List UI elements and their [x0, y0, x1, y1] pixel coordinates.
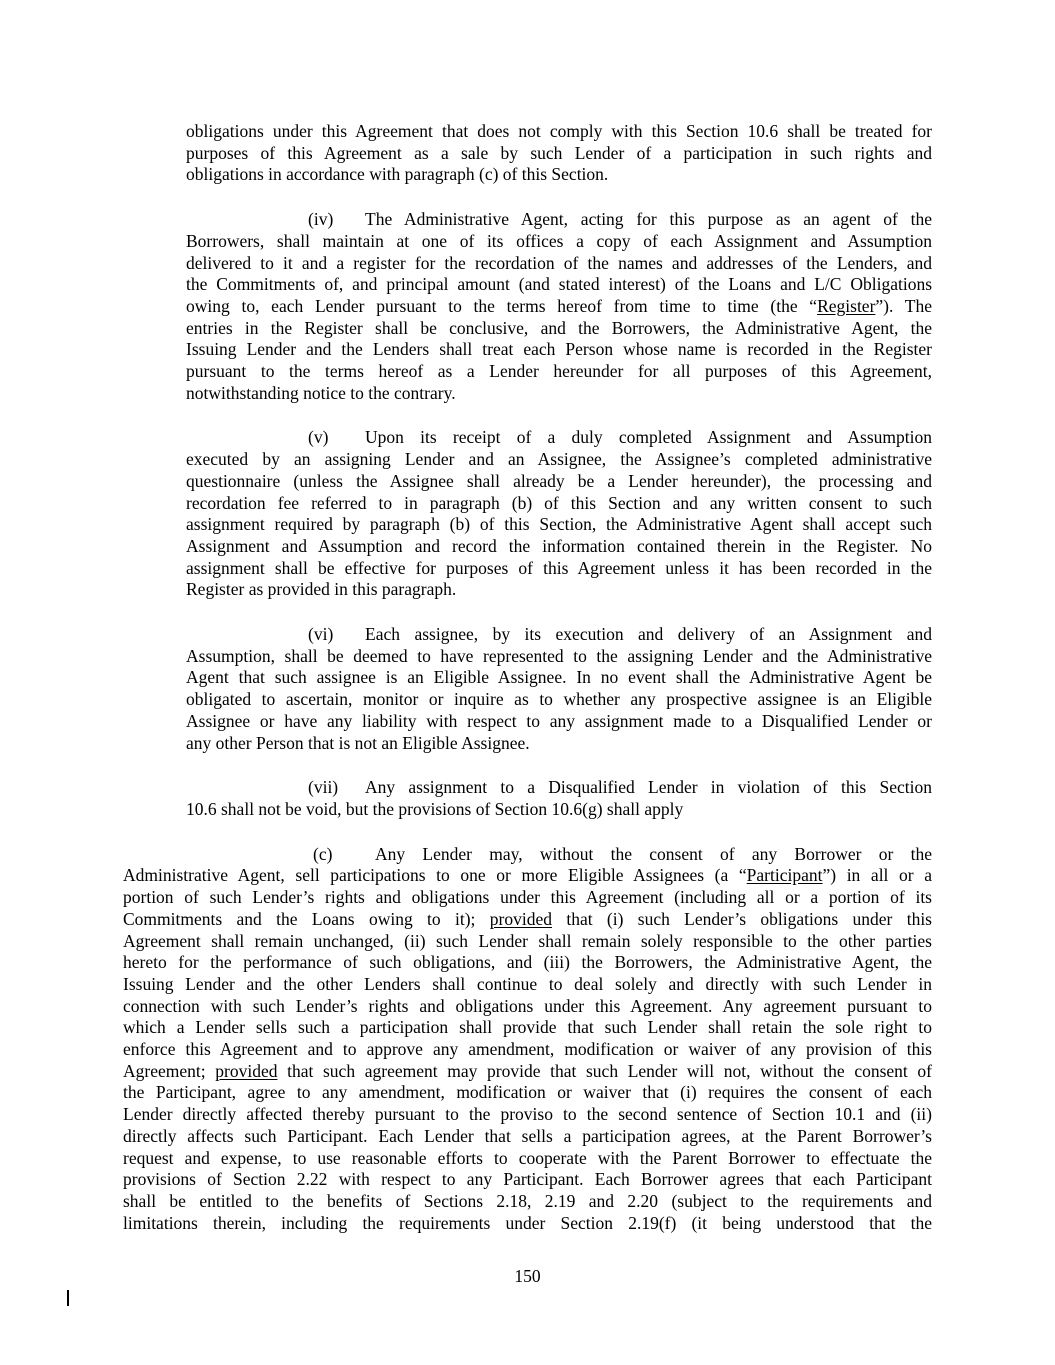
text-segment: shall be entitled to the benefits of Sections 2.18, 2.19 and 2.20 (subject to the requirements and: [123, 1190, 932, 1211]
text-segment: Upon its receipt of a duly completed Assignment and Assumption: [365, 427, 932, 448]
text-segment: Commitments and the Loans owing to it);: [123, 908, 490, 929]
text-segment: Agreement shall remain unchanged, (ii) such Lender shall remain solely responsible to the other parties: [123, 930, 932, 951]
text-segment: executed by an assigning Lender and an Assignee, the Assignee’s completed administrative: [186, 449, 932, 470]
text-line: [186, 253, 932, 275]
paragraph-label: (v): [308, 427, 329, 448]
text-line: [186, 383, 932, 405]
text-segment: questionnaire (unless the Assignee shall already be a Lender hereunder), the processing and: [186, 470, 932, 491]
text-line: [123, 909, 932, 931]
text-line: [123, 931, 932, 953]
text-segment: Lender directly affected thereby pursuant to the proviso to the second sentence of Section 10.1 and (ii): [123, 1104, 932, 1125]
text-segment: provisions of Section 2.22 with respect to any Participant. Each Borrower agrees that each Participant: [123, 1169, 932, 1190]
text-segment: notwithstanding notice to the contrary.: [186, 382, 456, 403]
text-line: [123, 952, 932, 974]
underlined-term: Register: [817, 295, 876, 316]
text-line: [186, 164, 932, 186]
paragraph-label: (vii): [308, 777, 339, 798]
text-line: [123, 1148, 932, 1170]
text-segment: Assignment and Assumption and record the information contained therein in the Register. No: [186, 535, 932, 556]
text-line: [123, 1169, 932, 1191]
text-segment: obligations under this Agreement that does not comply with this Section 10.6 shall be treated for: [186, 121, 932, 141]
text-line: [186, 799, 932, 821]
paragraph-c: [123, 844, 932, 1235]
text-segment: ”). The: [875, 295, 932, 316]
text-line: [123, 996, 932, 1018]
text-segment: directly affects such Participant. Each Lender that sells a participation agrees, at the Parent Borrower’s: [123, 1125, 932, 1146]
text-line: [186, 121, 932, 143]
paragraph-continuation: [186, 121, 932, 186]
text-line: [123, 865, 932, 887]
text-line: [123, 1017, 932, 1039]
text-segment: delivered to it and a register for the recordation of the names and addresses of the Lenders, and: [186, 252, 932, 273]
text-line: [123, 1213, 932, 1235]
text-segment: Any assignment to a Disqualified Lender in violation of this Section: [365, 777, 932, 798]
underlined-term: Participant: [746, 865, 823, 886]
text-line: [123, 1126, 932, 1148]
text-segment: the Commitments of, and principal amount (and stated interest) of the Loans and L/C Obligations: [186, 274, 932, 295]
text-segment: purposes of this Agreement as a sale by such Lender of a participation in such rights and: [186, 142, 932, 163]
text-line: [123, 1082, 932, 1104]
text-segment: request and expense, to use reasonable efforts to cooperate with the Parent Borrower to effectuate the: [123, 1147, 932, 1168]
text-segment: obligated to ascertain, monitor or inquire as to whether any prospective assignee is an Eligible: [186, 689, 932, 710]
text-line: [186, 339, 932, 361]
text-segment: Issuing Lender and the Lenders shall treat each Person whose name is recorded in the Register: [186, 339, 932, 360]
text-line: [186, 449, 932, 471]
text-segment: connection with such Lender’s rights and obligations under this Agreement. Any agreement pursuant to: [123, 995, 932, 1016]
change-bar: [67, 1290, 69, 1306]
text-line: [123, 887, 932, 909]
text-line: [186, 231, 932, 253]
text-line: [186, 667, 932, 689]
text-line: [186, 689, 932, 711]
text-line: [186, 209, 932, 231]
text-segment: entries in the Register shall be conclusive, and the Borrowers, the Administrative Agent, the: [186, 317, 932, 338]
text-segment: assignment required by paragraph (b) of this Section, the Administrative Agent shall accept such: [186, 514, 932, 535]
text-line: [186, 624, 932, 646]
text-line: [186, 733, 932, 755]
text-segment: pursuant to the terms hereof as a Lender hereunder for all purposes of this Agreement,: [186, 361, 932, 382]
paragraph-iv: [186, 209, 932, 404]
paragraph-label: (c): [313, 843, 333, 864]
text-line: [186, 361, 932, 383]
text-line: [186, 296, 932, 318]
paragraph-label: (vi): [308, 624, 334, 645]
underlined-term: provided: [489, 908, 552, 929]
text-line: [186, 646, 932, 668]
text-segment: which a Lender sells such a participation shall provide that such Lender shall retain the sole right to: [123, 1017, 932, 1038]
text-segment: that (i) such Lender’s obligations under this: [551, 908, 932, 929]
paragraph-label: (iv): [308, 209, 334, 230]
text-line: [186, 711, 932, 733]
text-line: [186, 471, 932, 493]
text-segment: Register as provided in this paragraph.: [186, 579, 457, 600]
text-segment: that such agreement may provide that such Lender will not, without the consent of: [277, 1060, 932, 1081]
text-line: [186, 143, 932, 165]
text-segment: Assignee or have any liability with respect to any assignment made to a Disqualified Lender or: [186, 710, 932, 731]
text-segment: any other Person that is not an Eligible Assignee.: [186, 732, 530, 753]
text-line: [186, 558, 932, 580]
text-segment: 10.6 shall not be void, but the provisions of Section 10.6(g) shall apply: [186, 798, 684, 819]
text-line: [123, 974, 932, 996]
paragraph-v: [186, 427, 932, 601]
text-segment: Administrative Agent, sell participations to one or more Eligible Assignees (a “: [123, 865, 747, 886]
text-segment: recordation fee referred to in paragraph (b) of this Section and any written consent to such: [186, 492, 932, 513]
text-segment: Agent that such assignee is an Eligible Assignee. In no event shall the Administrative Agent be: [186, 667, 932, 688]
text-segment: owing to, each Lender pursuant to the terms hereof from time to time (the “: [186, 295, 818, 316]
text-segment: Any Lender may, without the consent of any Borrower or the: [375, 843, 932, 864]
text-segment: Borrowers, shall maintain at one of its offices a copy of each Assignment and Assumption: [186, 230, 932, 251]
text-line: [186, 777, 932, 799]
text-segment: limitations therein, including the requirements under Section 2.19(f) (it being understood that the: [123, 1212, 932, 1233]
text-segment: assignment shall be effective for purposes of this Agreement unless it has been recorded in the: [186, 557, 932, 578]
text-line: [186, 536, 932, 558]
text-segment: Issuing Lender and the other Lenders shall continue to deal solely and directly with such Lender in: [123, 973, 932, 994]
page-number: 150: [514, 1266, 541, 1286]
text-segment: enforce this Agreement and to approve any amendment, modification or waiver of any provision of this: [123, 1039, 932, 1060]
text-line: [123, 1191, 932, 1213]
text-line: [186, 274, 932, 296]
text-line: [186, 493, 932, 515]
text-line: [186, 579, 932, 601]
text-segment: Each assignee, by its execution and delivery of an Assignment and: [365, 624, 932, 645]
text-line: [186, 514, 932, 536]
text-line: [186, 427, 932, 449]
paragraph-vi: [186, 624, 932, 754]
text-segment: portion of such Lender’s rights and obligations under this Agreement (including all or a portion of its: [123, 887, 932, 908]
text-segment: Assumption, shall be deemed to have represented to the assigning Lender and the Administrative: [186, 645, 932, 666]
text-segment: hereto for the performance of such obligations, and (iii) the Borrowers, the Administrative Agent, the: [123, 952, 932, 973]
text-line: [123, 1061, 932, 1083]
text-line: [186, 318, 932, 340]
text-line: [123, 1039, 932, 1061]
text-line: [123, 1104, 932, 1126]
text-segment: ”) in all or a: [822, 865, 932, 886]
text-line: [123, 844, 932, 866]
text-segment: the Participant, agree to any amendment, modification or waiver that (i) requires the consent of each: [123, 1082, 932, 1103]
text-segment: The Administrative Agent, acting for this purpose as an agent of the: [365, 209, 932, 230]
text-segment: obligations in accordance with paragraph (c) of this Section.: [186, 164, 609, 185]
text-segment: Agreement;: [123, 1060, 216, 1081]
paragraph-vii: [186, 777, 932, 820]
underlined-term: provided: [215, 1060, 278, 1081]
